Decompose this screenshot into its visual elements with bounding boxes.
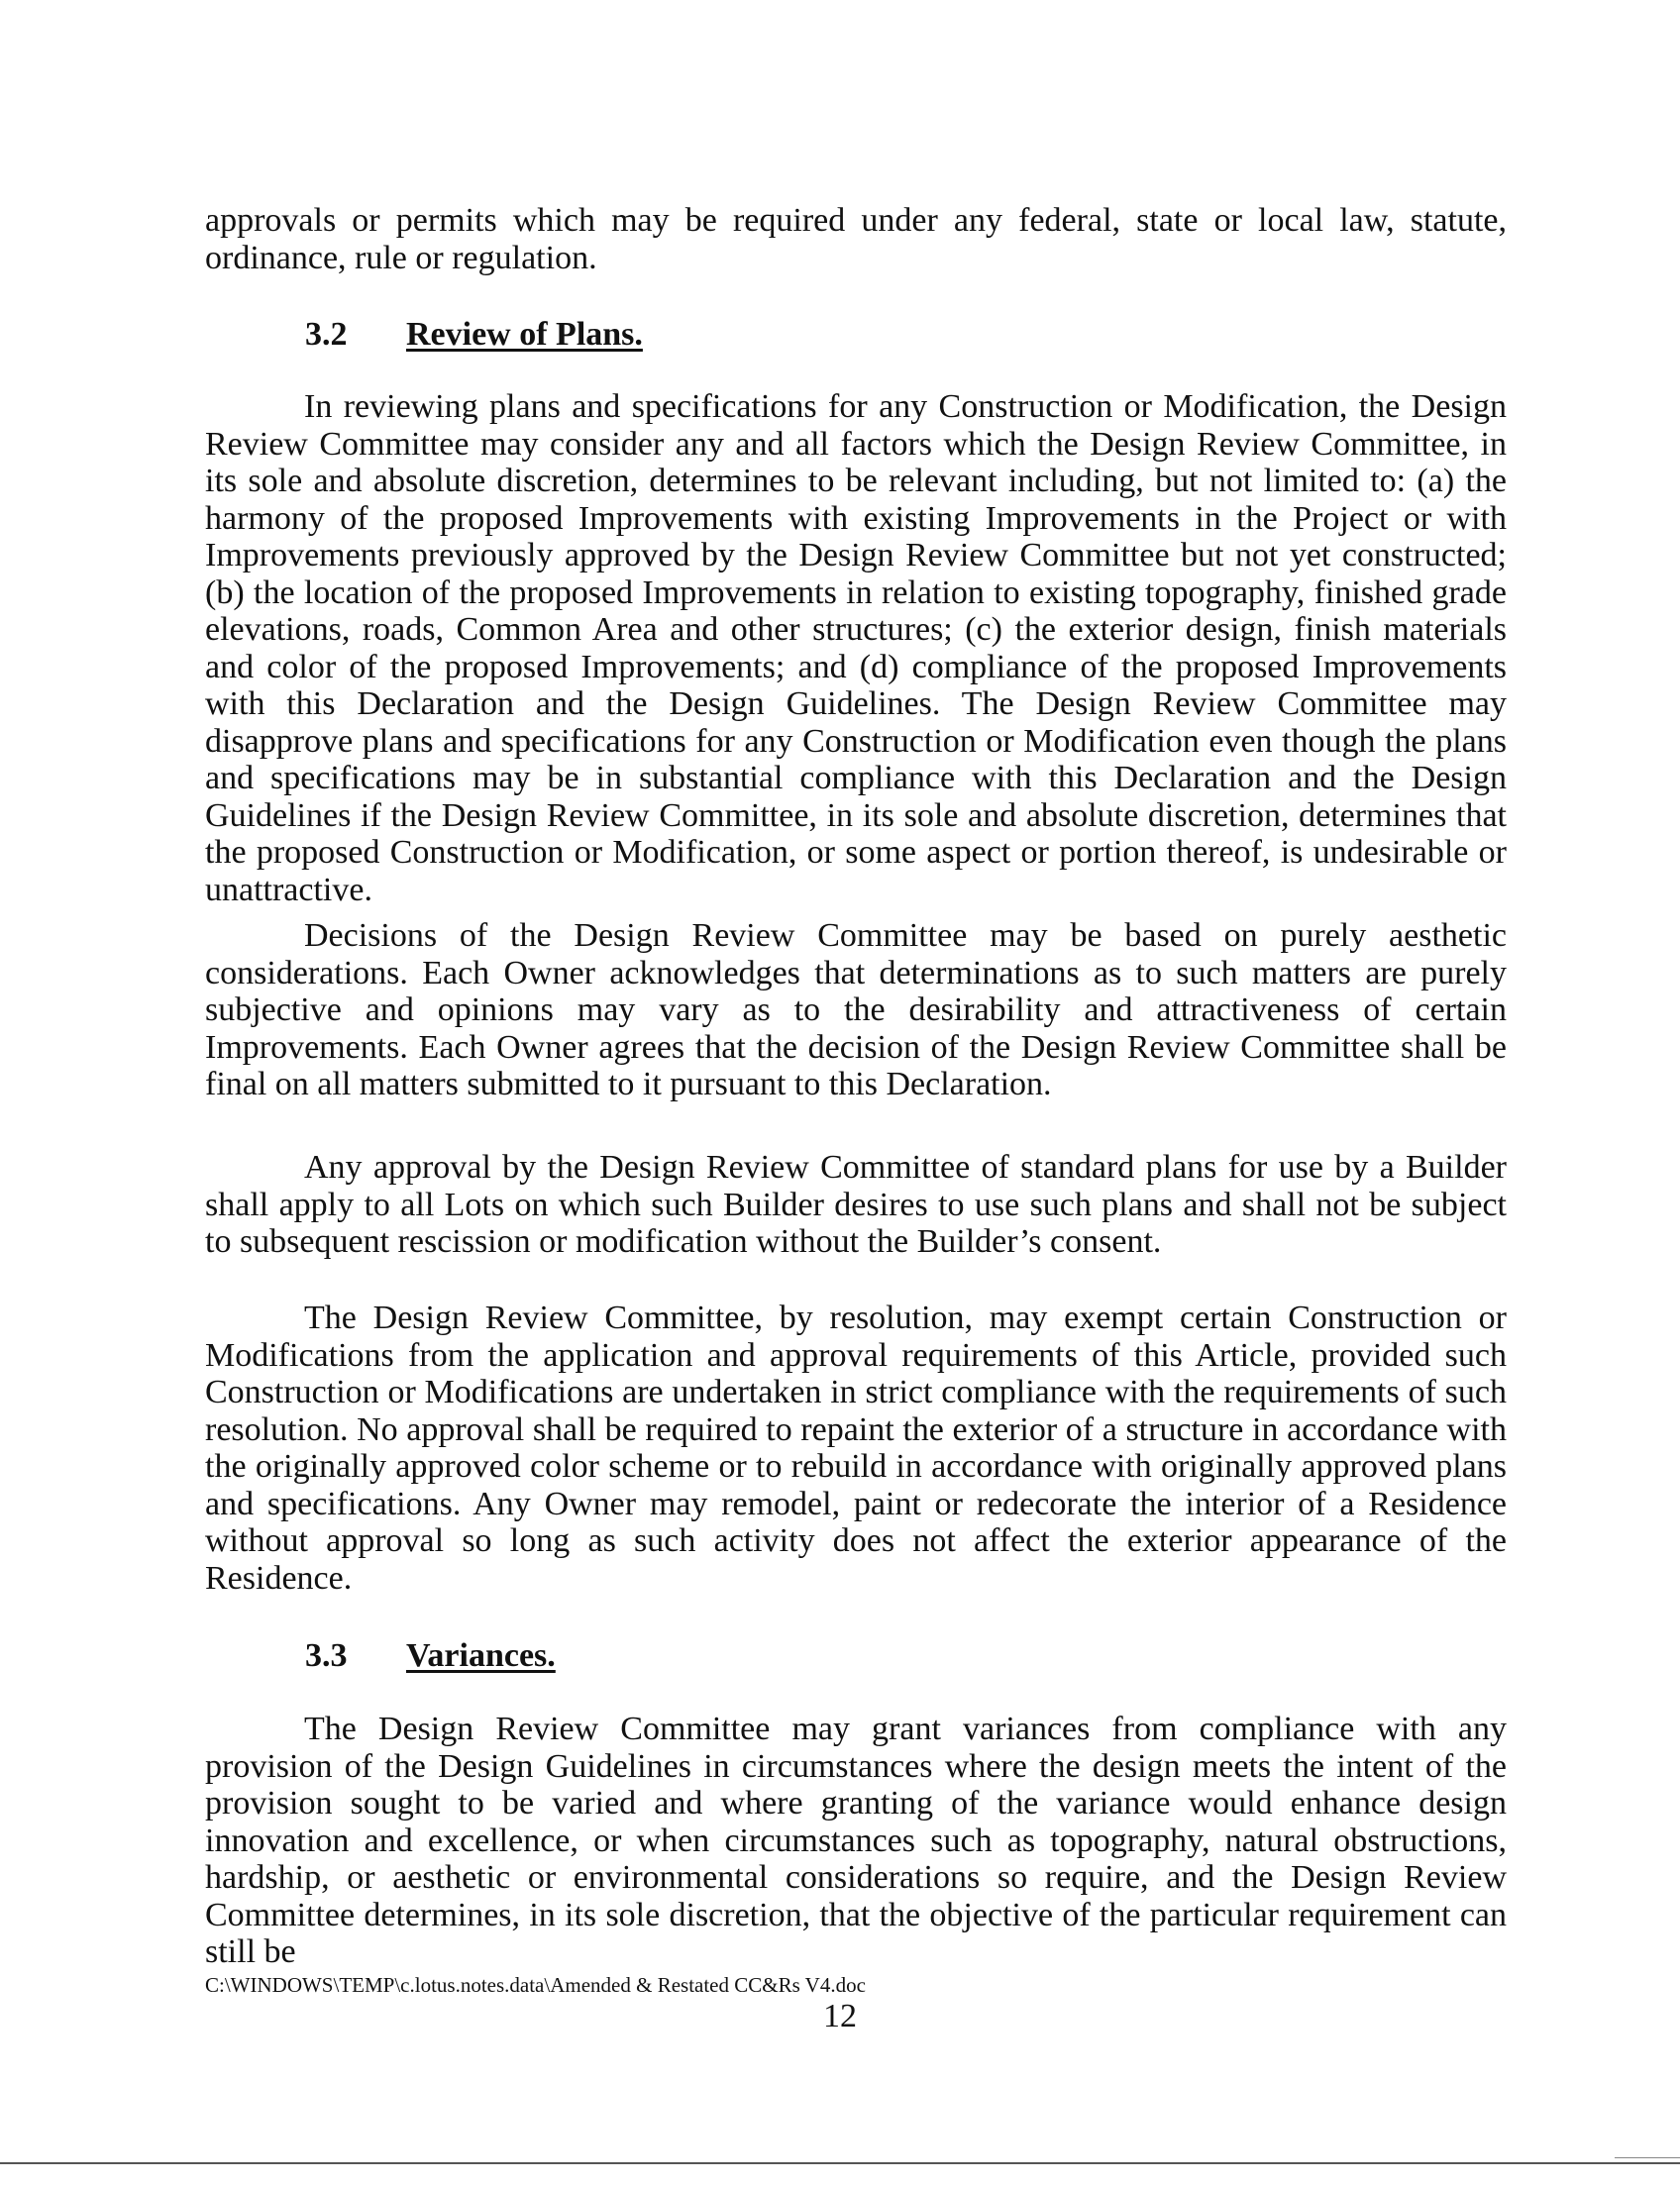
bottom-divider bbox=[0, 2162, 1680, 2164]
review-plans-paragraph-1: In reviewing plans and specifications for any Construction or Modification, the Design Review Committee may consider any and all factors which the Design Review Committee, in its sole and absolute discretion, determines to be relevant including, but not limited to: (a) the harmony of the proposed Improvements with existing Improvements in the Project or with Improvements previously approved by the Design Review Committee but not yet constructed; (b) the location of the proposed Improvements in relation to existing topography, finished grade elevations, roads, Common Area and other structures; (c) the exterior design, finish materials and color of the proposed Improvements; and (d) compliance of the proposed Improvements with this Declaration and the Design Guidelines. The Design Review Committee may disapprove plans and specifications for any Construction or Modification even though the plans and specifications may be in substantial compliance with this Declaration and the Design Guidelines if the Design Review Committee, in its sole and absolute discretion, determines that the proposed Construction or Modification, or some aspect or portion thereof, is undesirable or unattractive. bbox=[205, 388, 1507, 908]
intro-paragraph: approvals or permits which may be required under any federal, state or local law, statute, ordinance, rule or regulation. bbox=[205, 202, 1507, 276]
page-number: 12 bbox=[823, 1998, 857, 2034]
review-plans-paragraph-2: Decisions of the Design Review Committee may be based on purely aesthetic considerations. Each Owner acknowledges that determinations as to such matters are purely subjective and opinions may vary as to the desirability and attractiveness of certain Improvements. Each Owner agrees that the decision of the Design Review Committee shall be final on all matters submitted to it pursuant to this Declaration. bbox=[205, 917, 1507, 1102]
review-plans-paragraph-4: The Design Review Committee, by resolution, may exempt certain Construction or Modifications from the application and approval requirements of this Article, provided such Construction or Modifications are undertaken in strict compliance with the requirements of such resolution. No approval shall be required to repaint the exterior of a structure in accordance with the originally approved color scheme or to rebuild in accordance with originally approved plans and specifications. Any Owner may remodel, paint or redecorate the interior of a Residence without approval so long as such activity does not affect the exterior appearance of the Residence. bbox=[205, 1300, 1507, 1597]
bottom-divider-fragment bbox=[1615, 2157, 1680, 2158]
section-heading-3-2 bbox=[305, 315, 643, 355]
review-plans-paragraph-3: Any approval by the Design Review Committee of standard plans for use by a Builder shall apply to all Lots on which such Builder desires to use such plans and shall not be subject to subsequent rescission or modification without the Builder’s consent. bbox=[205, 1149, 1507, 1260]
footer-file-path: C:\WINDOWS\TEMP\c.lotus.notes.data\Amended & Restated CC&Rs V4.doc bbox=[205, 1973, 866, 1997]
section-title: Variances. bbox=[406, 1637, 556, 1674]
variances-paragraph-1: The Design Review Committee may grant variances from compliance with any provision of the Design Guidelines in circumstances where the design meets the intent of the provision sought to be varied and where granting of the variance would enhance design innovation and excellence, or when circumstances such as topography, natural obstructions, hardship, or aesthetic or environmental considerations so require, and the Design Review Committee determines, in its sole discretion, that the objective of the particular requirement can still be bbox=[205, 1711, 1507, 1970]
section-number: 3.2 bbox=[305, 316, 348, 353]
section-title: Review of Plans. bbox=[406, 316, 643, 353]
section-number: 3.3 bbox=[305, 1637, 348, 1674]
section-heading-3-3 bbox=[305, 1636, 556, 1676]
